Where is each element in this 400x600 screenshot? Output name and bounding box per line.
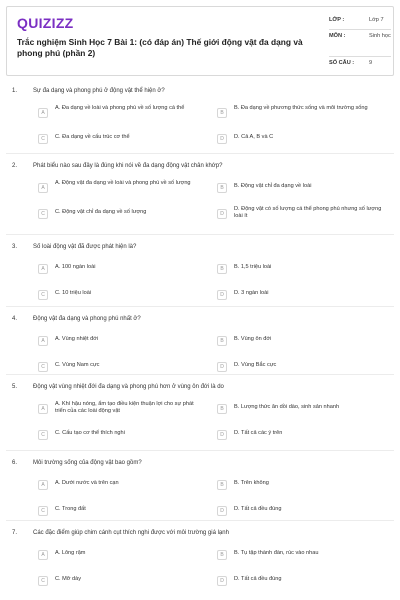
option-c[interactable] — [38, 359, 213, 375]
option-b[interactable] — [217, 477, 392, 493]
question-divider — [6, 374, 394, 375]
option-letter-box: B — [217, 404, 227, 414]
question-text: Phát biểu nào sau đây là đúng khi nói về đa dạng động vật chân khớp? — [33, 163, 223, 169]
option-text: C. Cấu tạo cơ thể thích nghi — [55, 430, 125, 436]
question-text: Số loài động vật đã được phát hiện là? — [33, 244, 137, 250]
option-a[interactable] — [38, 401, 213, 417]
option-text: C. Mỡ dày — [55, 576, 82, 582]
worksheet-meta — [329, 17, 391, 73]
option-a[interactable] — [38, 105, 213, 121]
option-letter-box: D — [217, 362, 227, 372]
option-letter-box: A — [38, 550, 48, 560]
option-letter-box: A — [38, 183, 48, 193]
option-letter-box: B — [217, 183, 227, 193]
option-letter-box: A — [38, 404, 48, 414]
option-b[interactable] — [217, 547, 392, 563]
option-letter-box: A — [38, 336, 48, 346]
option-d[interactable] — [217, 427, 392, 443]
option-text: B. 1,5 triệu loài — [234, 264, 272, 270]
option-letter-box: C — [38, 430, 48, 440]
option-text: C. 10 triệu loài — [55, 290, 92, 296]
question-text: Môi trường sống của động vật bao gồm? — [33, 460, 142, 466]
option-text: C. Trong đất — [55, 506, 86, 512]
option-text: D. Cả A, B và C — [234, 134, 274, 140]
option-d[interactable] — [217, 573, 392, 589]
meta-divider — [329, 29, 391, 30]
option-letter-box: D — [217, 576, 227, 586]
option-letter-box: B — [217, 336, 227, 346]
option-c[interactable] — [38, 206, 213, 222]
option-letter-box: A — [38, 108, 48, 118]
option-c[interactable] — [38, 287, 213, 303]
meta-row-subject — [329, 33, 391, 57]
meta-row-count — [329, 60, 391, 73]
option-c[interactable] — [38, 573, 213, 589]
option-letter-box: D — [217, 134, 227, 144]
option-a[interactable] — [38, 333, 213, 349]
question-divider — [6, 450, 394, 451]
question-text: Sự đa dạng và phong phú ở động vật thể hiện ở? — [33, 88, 165, 94]
question-number: 1. — [12, 88, 18, 94]
option-d[interactable] — [217, 503, 392, 519]
option-text: C. Đa dạng về cấu trúc cơ thể — [55, 134, 130, 140]
option-b[interactable] — [217, 401, 392, 417]
option-text: A. 100 ngàn loài — [55, 264, 96, 270]
option-b[interactable] — [217, 333, 392, 349]
option-a[interactable] — [38, 477, 213, 493]
option-letter-box: D — [217, 430, 227, 440]
option-text: A. Lông rậm — [55, 550, 86, 556]
question-number: 5. — [12, 384, 18, 390]
meta-value: Sinh học — [369, 33, 391, 39]
question-number: 7. — [12, 530, 18, 536]
option-text: A. Dưới nước và trên cạn — [55, 480, 119, 486]
option-text: A. Vùng nhiệt đới — [55, 336, 99, 342]
option-letter-box: D — [217, 290, 227, 300]
option-b[interactable] — [217, 180, 392, 196]
option-d[interactable] — [217, 206, 392, 222]
option-text: A. Động vật đa dạng về loài và phong phú về số lượng — [55, 180, 191, 186]
meta-key: SỐ CÂU : — [329, 60, 355, 66]
option-text: D. Tất cả đều đúng — [234, 506, 282, 512]
question-divider — [6, 306, 394, 307]
option-d[interactable] — [217, 287, 392, 303]
option-c[interactable] — [38, 427, 213, 443]
option-text: B. Trên không — [234, 480, 269, 486]
question-divider — [6, 234, 394, 235]
option-letter-box: B — [217, 550, 227, 560]
option-a[interactable] — [38, 180, 213, 196]
question-number: 3. — [12, 244, 18, 250]
option-letter-box: B — [217, 108, 227, 118]
option-text: D. Vùng Bắc cực — [234, 362, 277, 368]
meta-divider — [329, 56, 391, 57]
option-letter-box: C — [38, 290, 48, 300]
option-letter-box: B — [217, 480, 227, 490]
option-letter-box: C — [38, 362, 48, 372]
option-letter-box: B — [217, 264, 227, 274]
question-text: Các đặc điểm giúp chim cánh cụt thích nghi được với môi trường giá lạnh — [33, 530, 229, 536]
option-d[interactable] — [217, 359, 392, 375]
option-letter-box: C — [38, 506, 48, 516]
option-d[interactable] — [217, 131, 392, 147]
question-number: 2. — [12, 163, 18, 169]
option-b[interactable] — [217, 105, 392, 121]
option-text: D. 3 ngàn loài — [234, 290, 269, 296]
option-c[interactable] — [38, 503, 213, 519]
meta-key: MÔN : — [329, 33, 346, 39]
meta-value: 9 — [369, 60, 373, 66]
option-c[interactable] — [38, 131, 213, 147]
worksheet-title: Trắc nghiệm Sinh Học 7 Bài 1: (có đáp án) Thế giới động vật đa dạng và phong phú (phần 2) — [17, 37, 303, 58]
option-letter-box: C — [38, 209, 48, 219]
option-text: B. Động vật chỉ đa dạng về loài — [234, 183, 312, 189]
question-text: Động vật vùng nhiệt đới đa dạng và phong phú hơn ở vùng ôn đới là do — [33, 384, 224, 390]
option-text: A. Khí hậu nóng, ẩm tạo điều kiện thuận lợi cho sự phát triển của các loài động vật — [55, 401, 194, 414]
meta-key: LỚP : — [329, 17, 345, 23]
option-letter-box: D — [217, 506, 227, 516]
question-divider — [6, 520, 394, 521]
option-text: D. Động vật có số lượng cá thể phong phú nhưng số lượng loài ít — [234, 206, 382, 219]
worksheet-header — [6, 6, 394, 76]
quizizz-logo: QUIZIZZ — [17, 15, 74, 31]
option-letter-box: C — [38, 134, 48, 144]
question-number: 6. — [12, 460, 18, 466]
option-text: B. Tụ tập thành đàn, rúc vào nhau — [234, 550, 319, 556]
meta-value: Lớp 7 — [369, 17, 384, 23]
option-text: C. Vùng Nam cực — [55, 362, 100, 368]
question-text: Động vật đa dạng và phong phú nhất ở? — [33, 316, 141, 322]
question-divider — [6, 153, 394, 154]
option-text: B. Lượng thức ăn dồi dào, sinh sản nhanh — [234, 404, 340, 410]
option-text: A. Đa dạng về loài và phong phú về số lượng cá thể — [55, 105, 185, 111]
question-number: 4. — [12, 316, 18, 322]
option-text: C. Động vật chỉ đa dạng về số lượng — [55, 209, 147, 215]
option-letter-box: A — [38, 480, 48, 490]
option-text: B. Đa dạng về phương thức sống và môi trường sống — [234, 105, 368, 111]
option-text: B. Vùng ôn đới — [234, 336, 272, 342]
option-letter-box: C — [38, 576, 48, 586]
option-text: D. Tất cả các ý trên — [234, 430, 283, 436]
option-letter-box: A — [38, 264, 48, 274]
option-text: D. Tất cả đều đúng — [234, 576, 282, 582]
option-a[interactable] — [38, 547, 213, 563]
option-b[interactable] — [217, 261, 392, 277]
option-a[interactable] — [38, 261, 213, 277]
option-letter-box: D — [217, 209, 227, 219]
